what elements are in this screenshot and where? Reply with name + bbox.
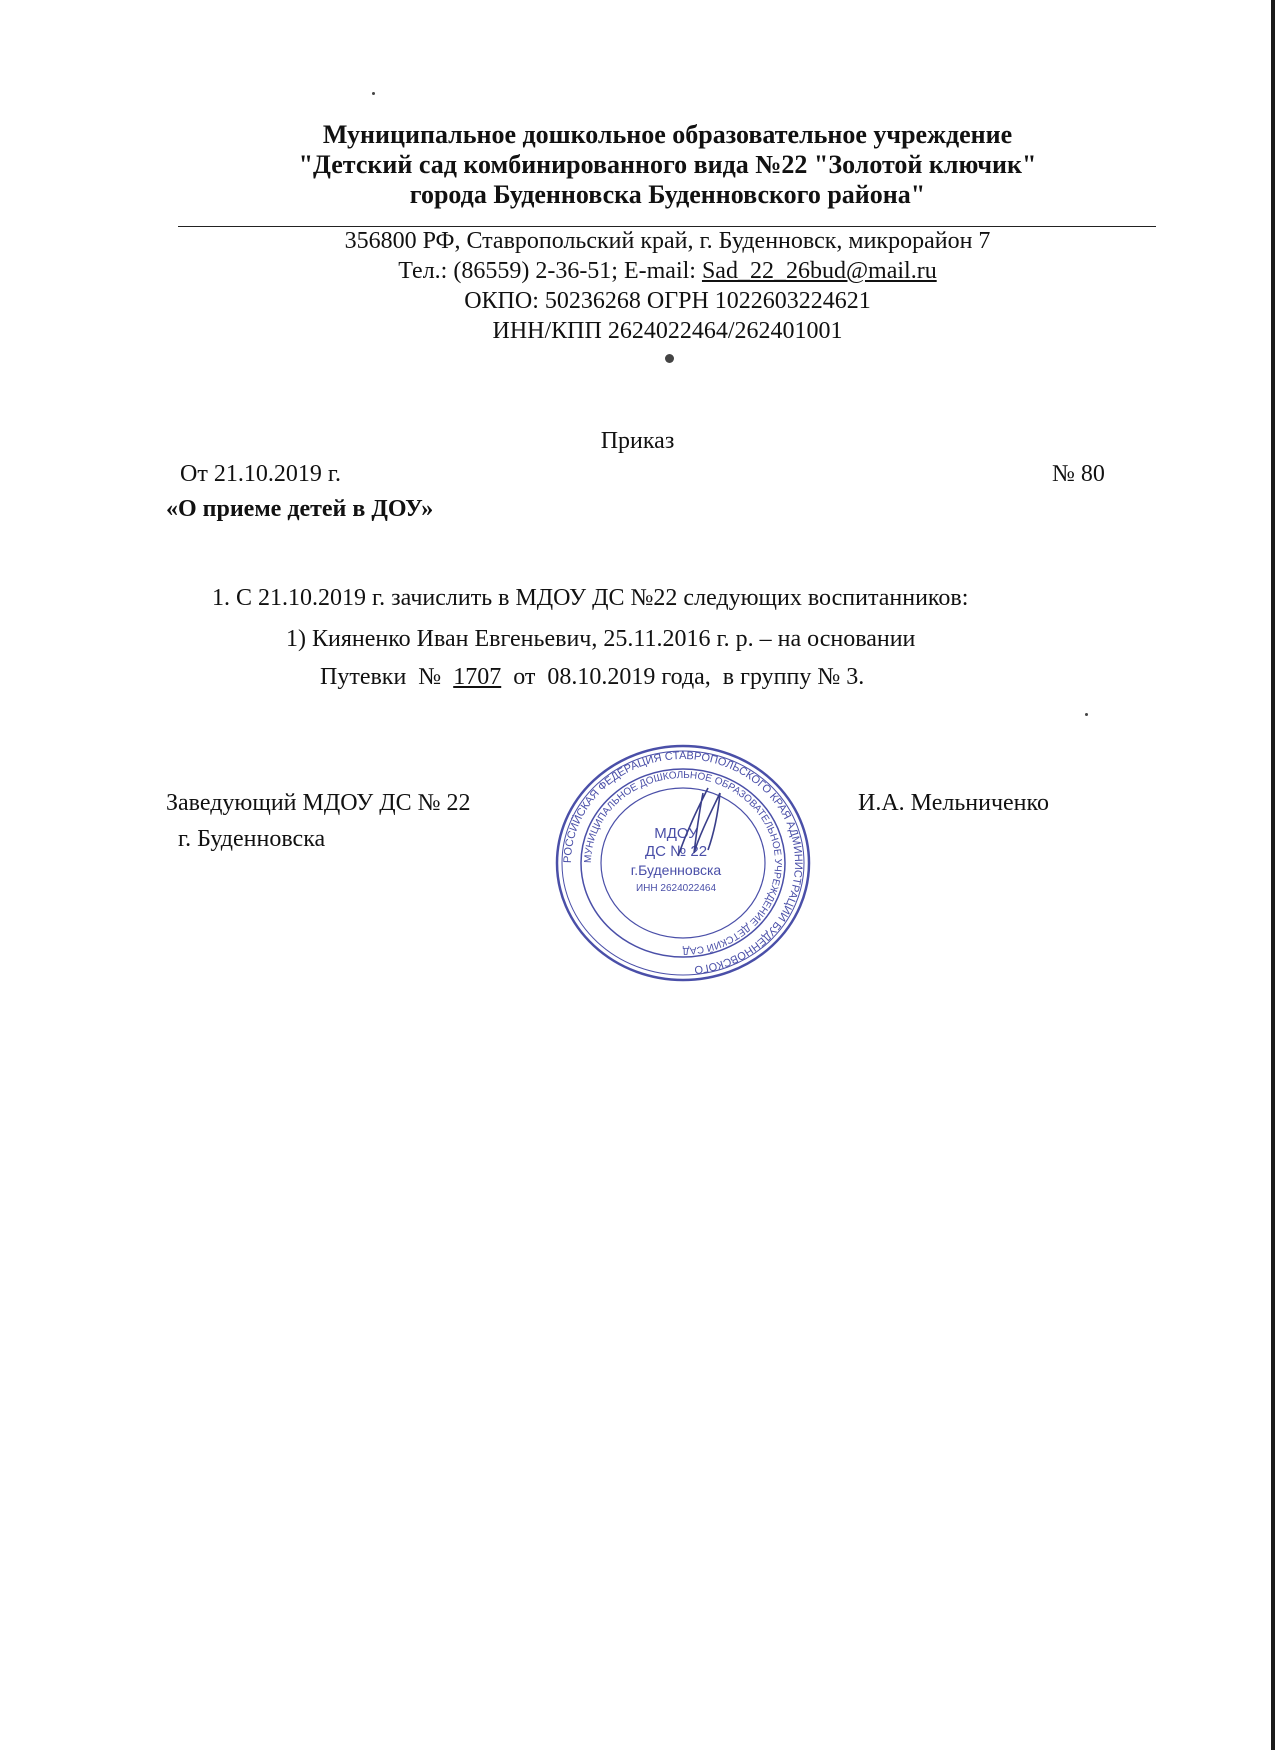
scan-speck [372,92,375,95]
order-number: № 80 [1052,461,1105,487]
signer-name: И.А. Мельниченко [858,790,1049,816]
voucher-number: 1707 [453,664,502,690]
stamp-inner-ring-text: МУНИЦИПАЛЬНОЕ ДОШКОЛЬНОЕ ОБРАЗОВАТЕЛЬНОЕ УЧРЕЖДЕНИЕ ДЕТСКИЙ САД [582,769,784,957]
signer-position: Заведующий МДОУ ДС № 22 [166,790,471,816]
phone: Тел.: (86559) 2-36-51; E-mail: [398,258,702,284]
inn-kpp: ИНН/КПП 2624022464/262401001 [492,318,843,344]
page-edge [1271,0,1275,1750]
address: 356800 РФ, Ставропольский край, г. Буденновск, микрорайон 7 [344,228,991,254]
voucher-suffix: от 08.10.2019 года, в группу № 3. [501,664,865,690]
child-entry: 1) Кияненко Иван Евгеньевич, 25.11.2016 г. р. – на основании [286,626,916,652]
stamp-center-line-3: г.Буденновска [630,862,722,878]
voucher-prefix: Путевки № [320,664,454,690]
signer-city: г. Буденновска [178,826,326,852]
org-name-line-1: Муниципальное дошкольное образовательное учреждение [322,120,1013,149]
phone-email-line [180,256,1155,286]
order-item-1: 1. С 21.10.2019 г. зачислить в МДОУ ДС №22 следующих воспитанников: [212,585,969,611]
org-name-line-3: города Буденновска Буденновского района" [409,180,926,209]
org-name-line-2: "Детский сад комбинированного вида №22 "Золотой ключик" [298,150,1037,179]
voucher-line [320,664,864,691]
registry-codes: ОКПО: 50236268 ОГРН 1022603224621 [464,288,871,314]
order-date: От 21.10.2019 г. [180,461,341,487]
document-title: Приказ [600,428,675,454]
scan-speck [1085,713,1088,716]
order-subject: «О приеме детей в ДОУ» [166,496,434,522]
official-stamp [548,738,818,988]
stamp-center-line-1: МДОУ [654,825,698,842]
contact-block [180,226,1155,346]
email-link[interactable]: Sad_22_26bud@mail.ru [701,258,937,284]
stamp-center-line-4: ИНН 2624022464 [635,883,717,894]
stamp-center-line-2: ДС № 22 [644,843,708,860]
scan-speck [665,354,674,363]
stamp-outer-ring-text: РОССИЙСКАЯ ФЕДЕРАЦИЯ СТАВРОПОЛЬСКОГО КРАЯ АДМИНИСТРАЦИИ БУДЕННОВСКОГО [561,749,805,976]
letterhead [180,120,1155,210]
